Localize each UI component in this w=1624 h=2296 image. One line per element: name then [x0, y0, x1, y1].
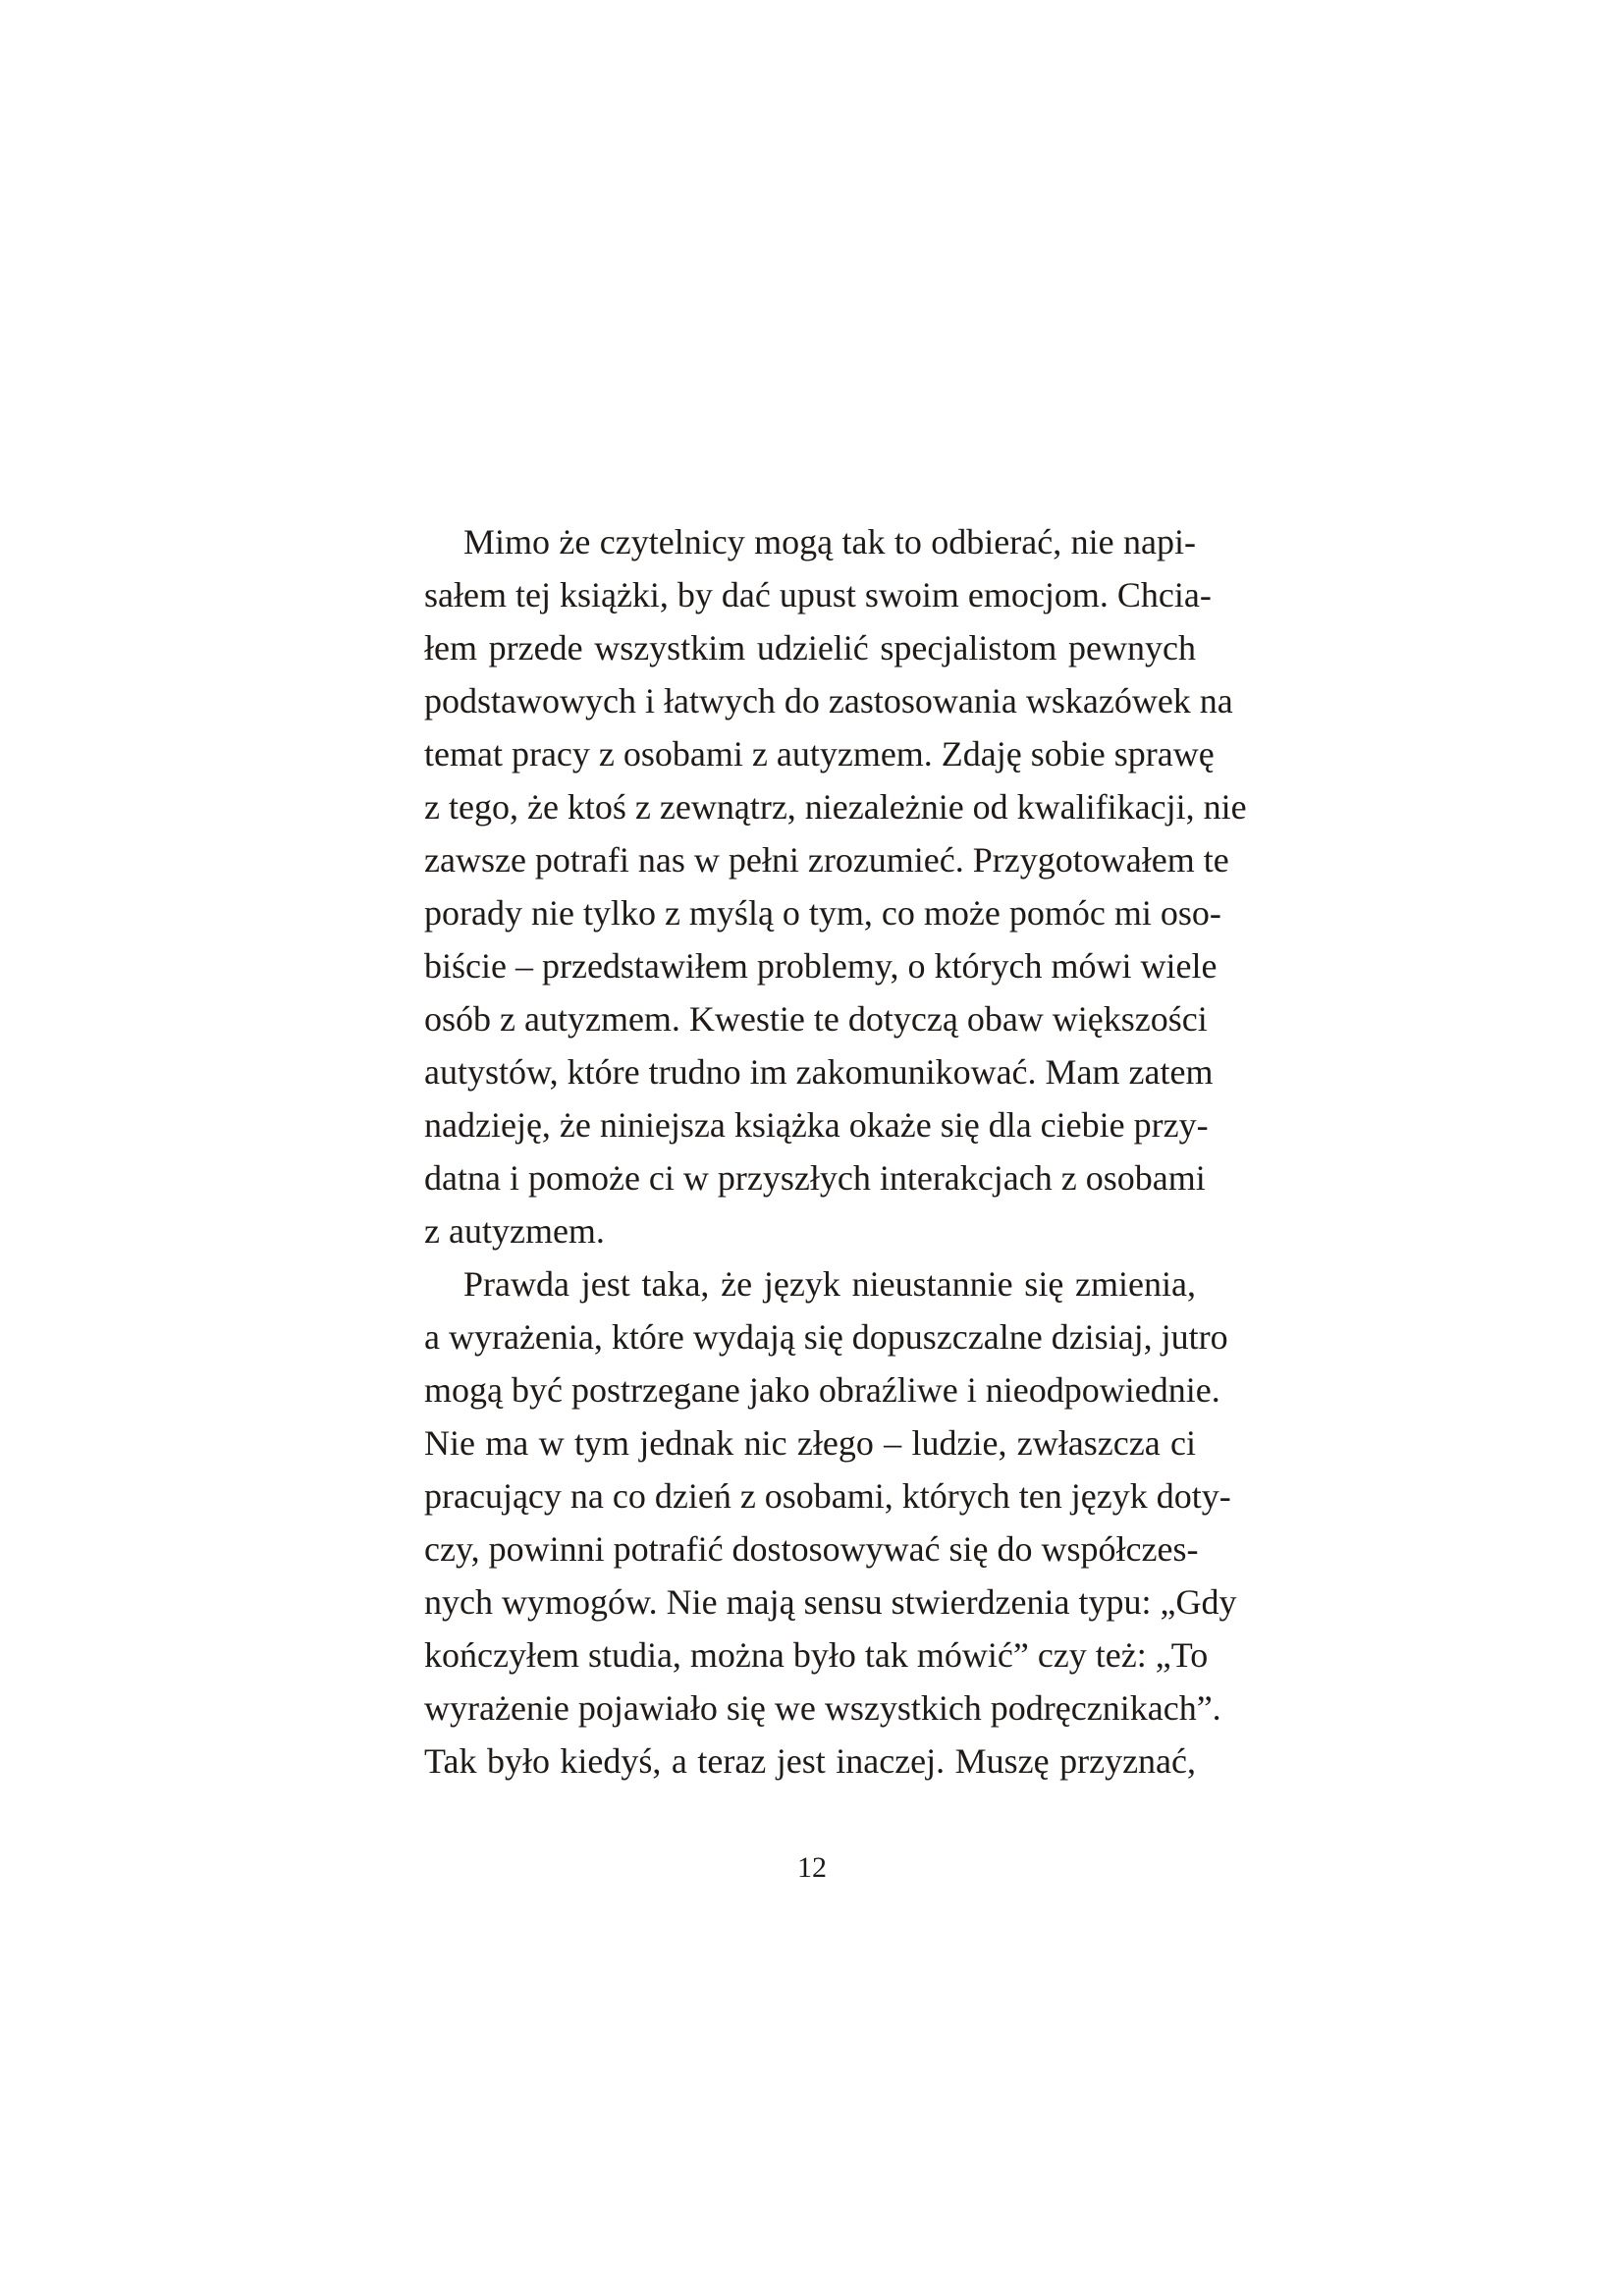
text-line: biście – przedstawiłem problemy, o których mówi wiele — [424, 946, 1218, 986]
text-line: autystów, które trudno im zakomunikować. Mam zatem — [424, 1052, 1214, 1092]
body-text — [424, 515, 1247, 1788]
text-line: Mimo że czytelnicy mogą tak to odbierać, nie napi- — [463, 522, 1196, 561]
paragraph-1 — [424, 515, 1247, 1257]
text-line: łem przede wszystkim udzielić specjalistom pewnych — [424, 628, 1196, 667]
paragraph-2 — [424, 1257, 1237, 1788]
text-line: a wyrażenia, które wydają się dopuszczalne dzisiaj, jutro — [424, 1317, 1228, 1357]
text-line: pracujący na co dzień z osobami, których ten język doty- — [424, 1476, 1231, 1516]
text-line: Tak było kiedyś, a teraz jest inaczej. Muszę przyznać, — [424, 1741, 1196, 1781]
text-line: wyrażenie pojawiało się we wszystkich podręcznikach”. — [424, 1688, 1221, 1728]
text-line: Prawda jest taka, że język nieustannie się zmienia, — [463, 1264, 1196, 1304]
text-line: porady nie tylko z myślą o tym, co może pomóc mi oso- — [424, 893, 1221, 933]
text-line: nych wymogów. Nie mają sensu stwierdzenia typu: „Gdy — [424, 1582, 1237, 1622]
text-line: czy, powinni potrafić dostosowywać się do współczes- — [424, 1529, 1199, 1569]
text-line: sałem tej książki, by dać upust swoim emocjom. Chcia- — [424, 575, 1212, 614]
page-number: 12 — [797, 1851, 827, 1884]
text-line: kończyłem studia, można było tak mówić” czy też: „To — [424, 1635, 1209, 1675]
text-line: z autyzmem. — [424, 1211, 605, 1251]
text-line: podstawowych i łatwych do zastosowania wskazówek na — [424, 681, 1233, 721]
text-line: zawsze potrafi nas w pełni zrozumieć. Przygotowałem te — [424, 840, 1229, 880]
text-line: osób z autyzmem. Kwestie te dotyczą obaw większości — [424, 999, 1208, 1039]
text-line: mogą być postrzegane jako obraźliwe i nieodpowiednie. — [424, 1370, 1220, 1410]
text-line: temat pracy z osobami z autyzmem. Zdaję sobie sprawę — [424, 734, 1215, 774]
text-line: Nie ma w tym jednak nic złego – ludzie, zwłaszcza ci — [424, 1423, 1196, 1463]
text-line: nadzieję, że niniejsza książka okaże się dla ciebie przy- — [424, 1105, 1209, 1145]
text-line: z tego, że ktoś z zewnątrz, niezależnie od kwalifikacji, nie — [424, 787, 1247, 827]
text-line: datna i pomoże ci w przyszłych interakcjach z osobami — [424, 1158, 1206, 1198]
